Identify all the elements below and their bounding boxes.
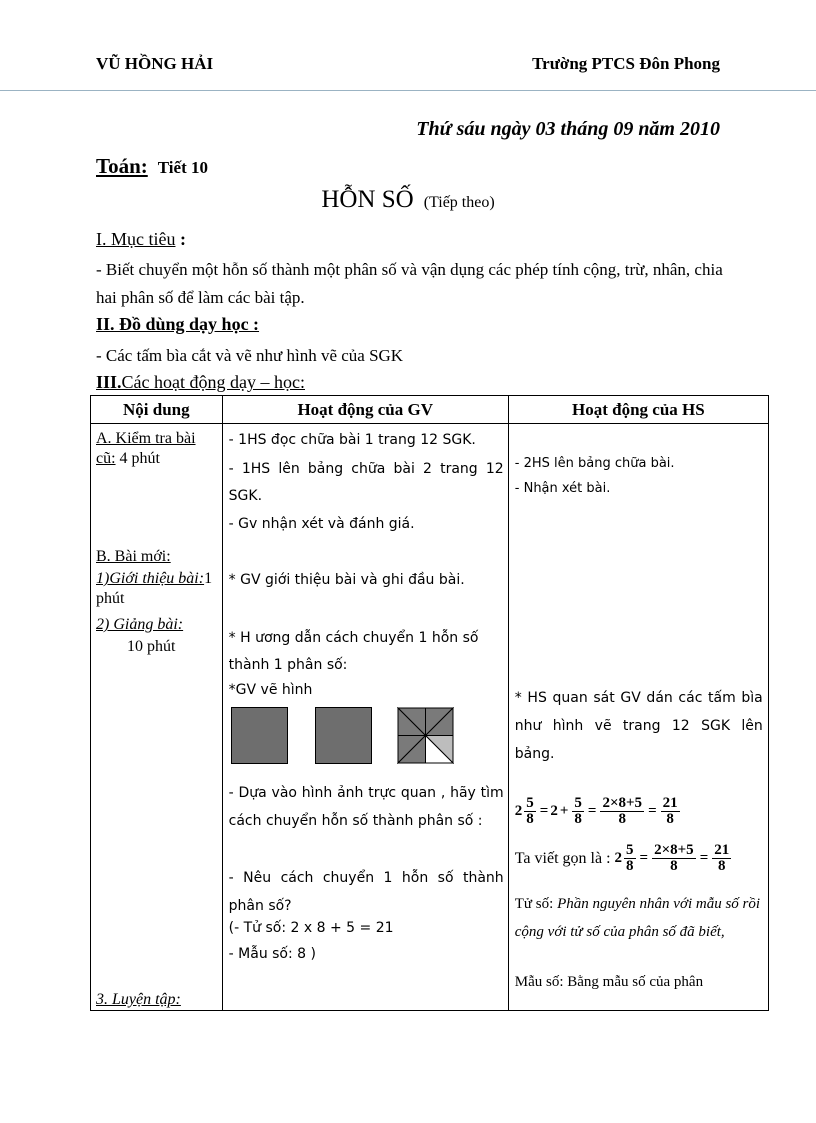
hs-line-4: Ta viết gọn là :	[514, 849, 611, 867]
formula2-expr: 2×8+5	[654, 842, 694, 858]
section-a	[96, 429, 216, 469]
section-3-number: III.	[96, 372, 122, 392]
gv-line-8: - Nêu cách chuyển 1 hỗn số thành phân số?	[228, 870, 504, 914]
gv-line-1: - 1HS đọc chữa bài 1 trang 12 SGK.	[228, 432, 476, 448]
section-1-colon: :	[175, 229, 186, 249]
formula2-den: 8	[626, 858, 634, 874]
gv-line-5: * H ương dẫn cách chuyển 1 hỗn số thành 1 phân số:	[228, 630, 479, 673]
gv-line-3: - Gv nhận xét và đánh giá.	[228, 516, 415, 532]
section-b2-time: 10 phút	[127, 638, 176, 655]
mixed-number-formula-1	[515, 796, 682, 827]
section-a-time: 4 phút	[115, 450, 160, 467]
hs-line-3: * HS quan sát GV dán các tấm bìa như hình vẽ trang 12 SGK lên bảng.	[514, 690, 763, 762]
page-title	[0, 186, 816, 214]
section-3-title: Các hoạt động dạy – học:	[121, 372, 305, 392]
formula1-whole: 2	[514, 803, 523, 819]
section-b1	[96, 569, 216, 609]
lesson-date: Thứ sáu ngày 03 tháng 09 năm 2010	[416, 118, 720, 140]
subject-line	[96, 154, 208, 179]
hs-line-6: Mẫu số: Bằng mẫu số của phân	[514, 974, 704, 990]
divided-square-figure	[397, 707, 454, 764]
hs-numerator-label: Tử số:	[514, 896, 558, 912]
section-3-practice: 3. Luyện tập:	[96, 991, 181, 1008]
title-main: HỖN SỐ	[321, 186, 414, 213]
section-1-heading	[96, 229, 186, 250]
section-2-text: - Các tấm bìa cắt và vẽ như hình vẽ của SGK	[96, 346, 404, 365]
formula2-den-2: 8	[670, 858, 678, 874]
gv-line-4: * GV giới thiệu bài và ghi đầu bài.	[228, 572, 465, 588]
gv-line-10: - Mẫu số: 8 )	[228, 946, 316, 962]
section-b-title: B. Bài mới:	[96, 548, 171, 565]
formula2-result-den: 8	[718, 858, 726, 874]
formula1-result-num: 21	[662, 795, 678, 811]
hs-numerator-rule: Phần nguyên nhân với mẫu số rồi cộng với tử số của phân số đã biết,	[514, 896, 761, 940]
header-content: Nội dung	[91, 396, 223, 424]
formula2-result-num: 21	[714, 842, 730, 858]
square-figure-1	[231, 707, 288, 764]
table-header-row	[91, 396, 769, 424]
hs-line-1: - 2HS lên bảng chữa bài.	[514, 456, 675, 471]
formula1-den: 8	[526, 811, 534, 827]
gv-line-7: - Dựa vào hình ảnh trực quan , hãy tìm cách chuyển hỗn số thành phân số :	[228, 785, 504, 829]
square-figure-2	[315, 707, 372, 764]
section-2-heading: II. Đồ dùng dạy học :	[96, 314, 260, 334]
hs-line-2: - Nhận xét bài.	[514, 481, 611, 496]
subject-name: Toán:	[96, 154, 148, 178]
formula1-eq-3: =	[648, 803, 657, 819]
header-student: Hoạt động của HS	[508, 396, 768, 424]
header-author: VŨ HỒNG HẢI	[96, 54, 214, 73]
section-b1-time: 1 phút	[96, 570, 213, 607]
mixed-number-formula-2: Ta viết gọn là : 2 $\frac{5}{8}$ = $\frac{2\times 8+5}{8}$ = $\frac{21}{8}$	[514, 842, 730, 874]
formula2-num: 5	[626, 842, 634, 858]
formula1-sum-whole: 2	[550, 803, 558, 819]
gv-line-9: (- Tử số: 2 x 8 + 5 = 21	[228, 920, 394, 936]
header-rule	[0, 90, 816, 91]
gv-line-6: *GV vẽ hình	[228, 682, 313, 698]
formula2-whole: 2	[614, 850, 623, 866]
teacher-column	[222, 424, 508, 1011]
section-1-title: I. Mục tiêu	[96, 229, 176, 249]
hs-line-5	[515, 890, 765, 946]
content-column	[91, 424, 223, 1011]
activities-table	[90, 395, 769, 1011]
formula1-expr: 2×8+5	[602, 795, 643, 811]
header-school: Trường PTCS Đôn Phong	[532, 54, 720, 73]
lesson-number: Tiết 10	[157, 158, 208, 177]
section-3-heading	[96, 372, 305, 393]
section-b2-title: 2) Giảng bài:	[96, 616, 184, 633]
formula1-num: 5	[526, 795, 534, 811]
table-row	[91, 424, 769, 1011]
section-a-title: A. Kiểm tra bài cũ:	[96, 430, 196, 467]
gv-line-2: - 1HS lên bảng chữa bài 2 trang 12 SGK.	[228, 461, 504, 504]
formula1-result-den: 8	[666, 811, 674, 827]
formula1-plus: +	[559, 803, 569, 819]
title-sub: (Tiếp theo)	[423, 194, 495, 211]
formula1-den-2: 8	[574, 811, 582, 827]
student-column	[508, 424, 768, 1011]
section-1-text: - Biết chuyển một hỗn số thành một phân số và vận dụng các phép tính cộng, trừ, nhân, chia hai phân số để làm các bài tập.	[96, 260, 723, 307]
formula1-eq-2: =	[587, 803, 597, 819]
header-teacher: Hoạt động của GV	[222, 396, 508, 424]
formula1-den-3: 8	[618, 811, 626, 827]
section-b1-title: 1)Giới thiệu bài:	[96, 570, 205, 587]
formula1-eq-1: =	[539, 803, 549, 819]
formula1-num-2: 5	[574, 795, 582, 811]
